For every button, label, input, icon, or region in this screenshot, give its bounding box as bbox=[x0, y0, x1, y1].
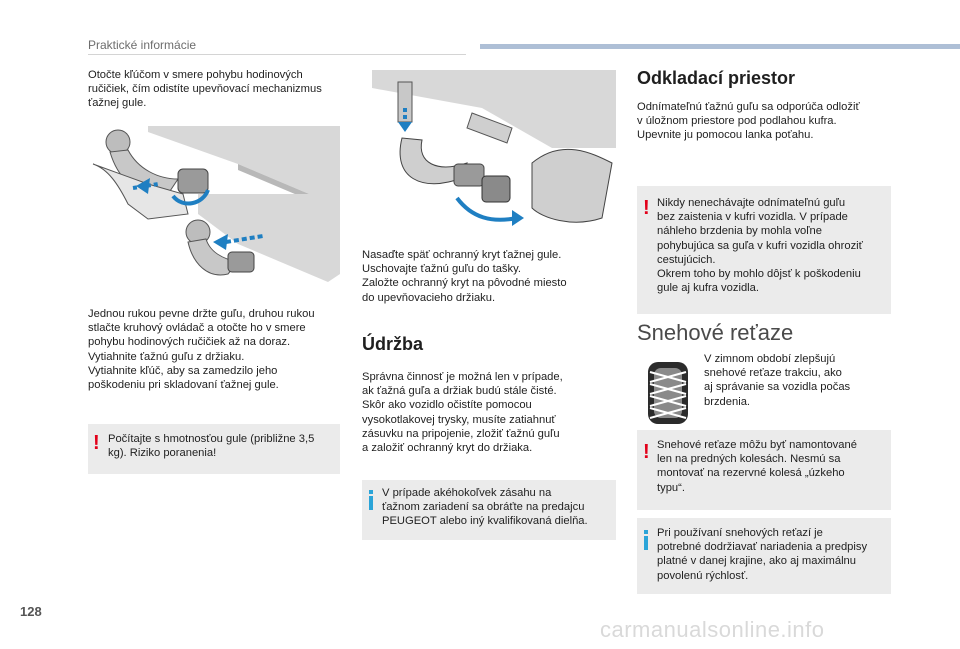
snow-chains-body-text: V zimnom období zlepšujú snehové reťaze trakciu, ako aj správanie sa vozidla počas brzdenia. bbox=[704, 353, 851, 408]
col2-caption-text: Nasaďte späť ochranný kryt ťažnej gule. Uschovajte ťažnú guľu do tašky. Založte ochranný kryt na pôvodné miesto do upevňovacieho držiaku. bbox=[362, 249, 567, 304]
storage-body-text: Odnímateľnú ťažnú guľu sa odporúča odložiť v úložnom priestore pod podlahou kufra. Upevnite ju pomocou lanka poťahu. bbox=[637, 101, 860, 142]
storage-heading: Odkladací priestor bbox=[637, 68, 796, 88]
warning-icon: ! bbox=[643, 441, 650, 463]
info-icon bbox=[644, 530, 648, 550]
col1-body-text: Jednou rukou pevne držte guľu, druhou rukou stlačte kruhový ovládač a otočte ho v smere pohybu hodinových ručičiek až na doraz. Vytiahnite ťažnú guľu z držiaku. Vytiahnite kľúč, aby sa zamedzilo jeho poškodeniu pri skladovaní ťažnej gule. bbox=[88, 308, 315, 392]
storage-warning-box bbox=[637, 186, 891, 314]
maintenance-heading: Údržba bbox=[362, 334, 424, 354]
dealer-info-text: V prípade akéhokoľvek zásahu na ťažnom zariadení sa obráťte na predajcu PEUGEOT alebo iný kvalifikovaná dielňa. bbox=[382, 487, 588, 528]
regulations-info-box bbox=[637, 518, 891, 594]
weight-warning-text: Počítajte s hmotnosťou gule (približne 3,5 kg). Riziko poranenia! bbox=[108, 433, 315, 460]
dealer-info-box bbox=[362, 480, 616, 540]
watermark: carmanualsonline.info bbox=[600, 617, 825, 642]
header-accent-bar bbox=[480, 44, 960, 49]
storage-warning-text: Nikdy nenechávajte odnímateľnú guľu bez zaistenia v kufri vozidla. V prípade náhleho brzdenia by mohla voľne pohybujúca sa guľa v kufri vozidla ohroziť cestujúcich. Okrem toho by mohlo dôjsť k poškodeniu gule aj kufra vozidla. bbox=[657, 197, 863, 295]
page-number: 128 bbox=[20, 604, 42, 619]
towball-refit-illustration bbox=[362, 68, 616, 242]
snow-chain-icon bbox=[644, 360, 692, 426]
col1-intro-text: Otočte kľúčom v smere pohybu hodinových ručičiek, čím odistíte upevňovací mechanizmus ťažnej gule. bbox=[88, 69, 322, 110]
regulations-info-text: Pri používaní snehových reťazí je potrebné dodržiavať nariadenia a predpisy platné v danej krajine, ako aj maximálnu povolenú rýchlosť. bbox=[657, 527, 868, 582]
warning-icon: ! bbox=[643, 197, 650, 219]
header-divider bbox=[88, 54, 466, 55]
section-title: Praktické informácie bbox=[88, 38, 197, 52]
snow-chains-warning-text: Snehové reťaze môžu byť namontované len na predných kolesách. Nesmú sa montovať na rezervné kolesá „úzkeho typu“. bbox=[657, 439, 857, 494]
snow-chains-heading: Snehové reťaze bbox=[637, 320, 794, 345]
warning-icon: ! bbox=[93, 432, 100, 454]
info-icon bbox=[369, 490, 373, 510]
maintenance-body-text: Správna činnosť je možná len v prípade, ak ťažná guľa a držiak budú stále čisté. Skôr ako vozidlo očistíte pomocou vysokotlakovej trysky, musíte zatiahnuť zásuvku na pripojenie, zložiť ťažnú guľu a založiť ochranný kryt do držiaka. bbox=[362, 371, 563, 455]
snow-chains-warning-box bbox=[637, 430, 891, 510]
towball-removal-illustration bbox=[88, 124, 340, 300]
weight-warning-box bbox=[88, 424, 340, 474]
